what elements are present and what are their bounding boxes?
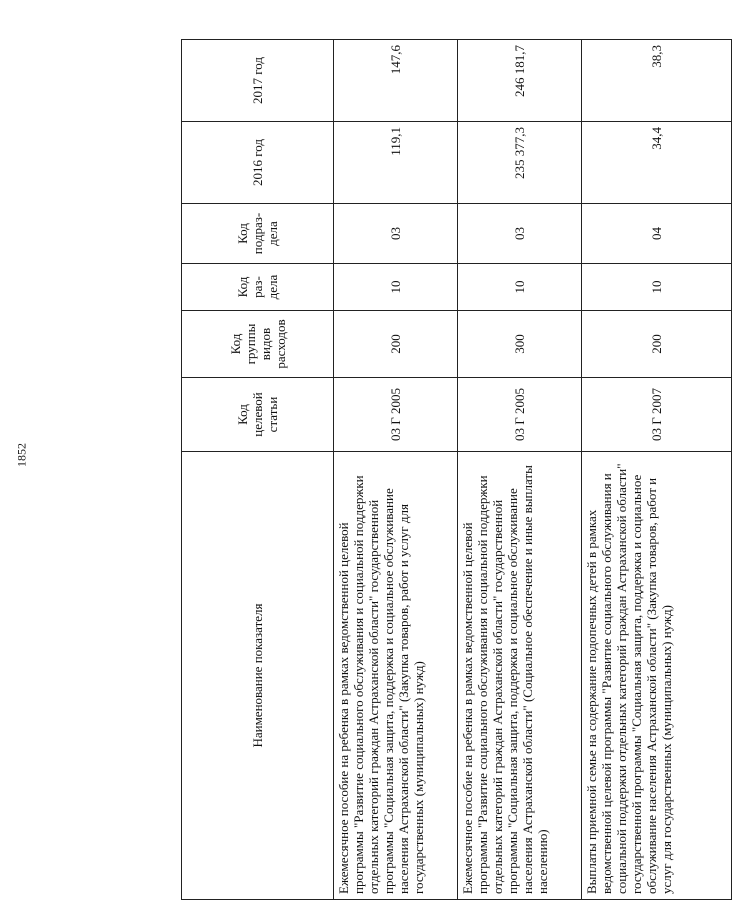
row-target-article: 03 Г 2007 — [582, 378, 732, 452]
row-2017: 147,6 — [334, 40, 458, 122]
page-number: 1852 — [14, 443, 29, 467]
header-target-article: Код целевой статьи — [182, 378, 334, 452]
row-subsection: 03 — [458, 204, 582, 264]
row-name: Выплаты приемной семье на содержание подопечных детей в рамках ведомственной целевой программы "Развитие социального обслуживания и социальной поддержки отдельных категорий граждан Астраханской области" государственной программы "Социальная защита, поддержка и социальное обслуживание населения Астраханской области" (Закупка товаров, работ и услуг для государственных (муниципальных) нужд) — [582, 452, 732, 900]
header-2016: 2016 год — [182, 122, 334, 204]
row-subsection: 04 — [582, 204, 732, 264]
row-expense-group: 200 — [334, 311, 458, 378]
rotated-table-wrapper — [181, 40, 731, 900]
row-2017: 38,3 — [582, 40, 732, 122]
row-2016: 34,4 — [582, 122, 732, 204]
row-2017: 246 181,7 — [458, 40, 582, 122]
row-expense-group: 300 — [458, 311, 582, 378]
row-section: 10 — [334, 264, 458, 311]
table-container — [181, 40, 731, 900]
row-name: Ежемесячное пособие на ребенка в рамках ведомственной целевой программы "Развитие социального обслуживания и социальной поддержки отдельных категорий граждан Астраханской области" государственной программы "Социальная защита, поддержка и социальное обслуживание населения Астраханской области" (Социальное обеспечение и иные выплаты населению) — [458, 452, 582, 900]
row-section: 10 — [458, 264, 582, 311]
row-name: Ежемесячное пособие на ребенка в рамках ведомственной целевой программы "Развитие социального обслуживания и социальной поддержки отдельных категорий граждан Астраханской области" государственной программы "Социальная защита, поддержка и социальное обслуживание населения Астраханской области" (Закупка товаров, работ и услуг для государственных (муниципальных) нужд) — [334, 452, 458, 900]
header-row — [182, 40, 334, 900]
budget-table — [181, 39, 732, 900]
row-expense-group: 200 — [582, 311, 732, 378]
table-row — [582, 40, 732, 900]
row-subsection: 03 — [334, 204, 458, 264]
header-subsection: Код подраз-дела — [182, 204, 334, 264]
header-2017: 2017 год — [182, 40, 334, 122]
row-target-article: 03 Г 2005 — [334, 378, 458, 452]
header-section: Код раз-дела — [182, 264, 334, 311]
header-name: Наименование показателя — [182, 452, 334, 900]
row-section: 10 — [582, 264, 732, 311]
row-target-article: 03 Г 2005 — [458, 378, 582, 452]
row-2016: 235 377,3 — [458, 122, 582, 204]
header-expense-group: Код группы видов расходов — [182, 311, 334, 378]
row-2016: 119,1 — [334, 122, 458, 204]
table-row — [458, 40, 582, 900]
table-row — [334, 40, 458, 900]
